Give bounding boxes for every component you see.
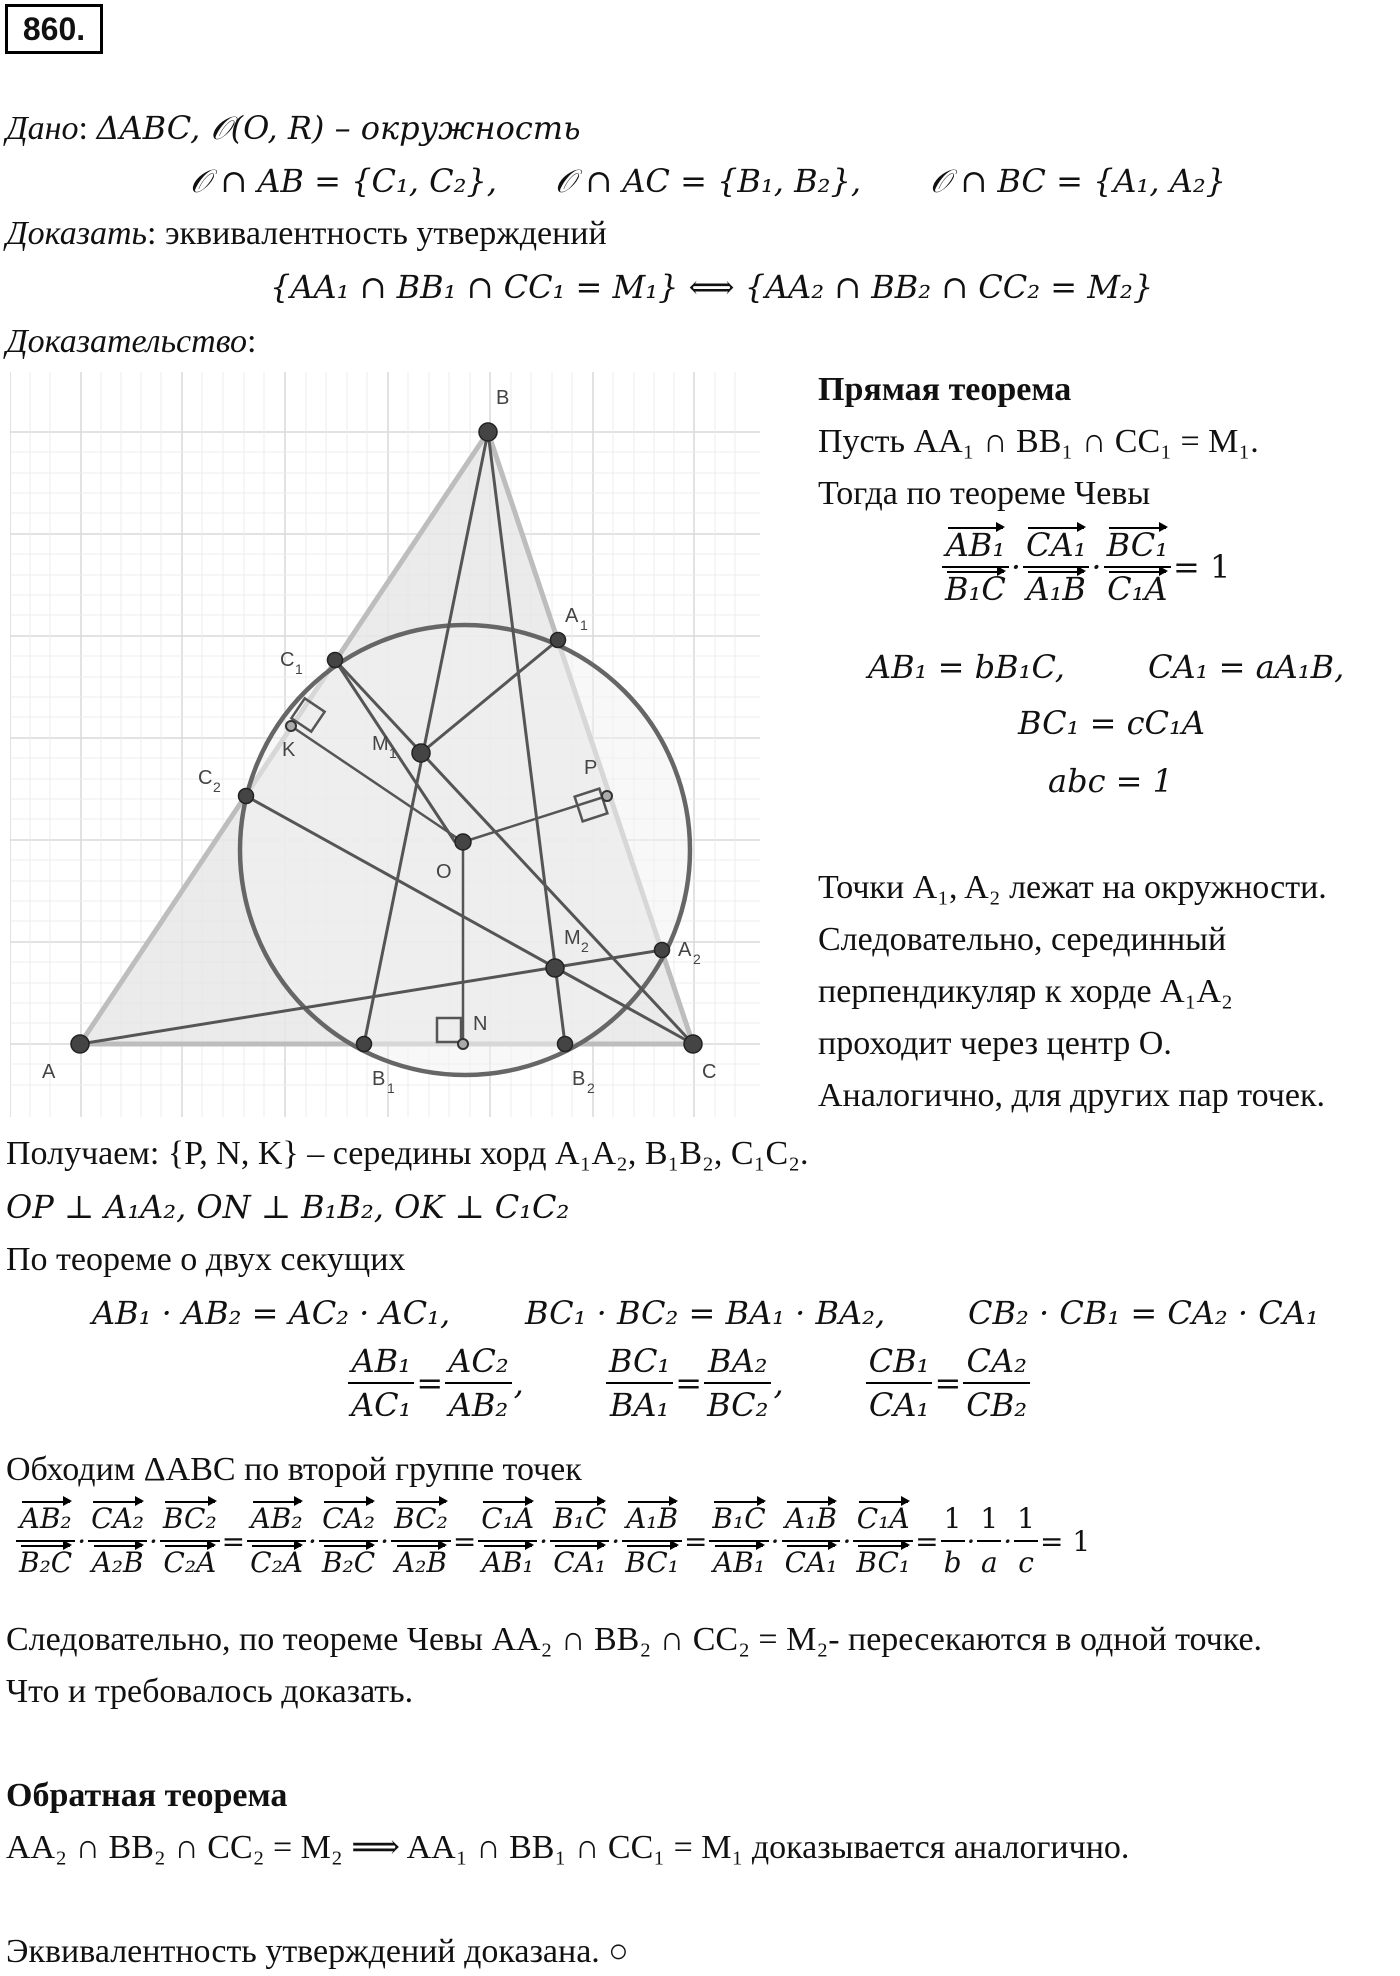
eq-b: AB₁ = bB₁C, bbox=[868, 648, 1065, 686]
svg-text:2: 2 bbox=[587, 1080, 595, 1096]
given-intersection-bc: 𝒪 ∩ BC = {A₁, A₂} bbox=[930, 162, 1227, 200]
label-k: K bbox=[282, 739, 296, 761]
label-m1: M bbox=[372, 733, 389, 755]
label-n: N bbox=[473, 1013, 488, 1035]
point-k bbox=[286, 721, 296, 731]
eq-abc: abc = 1 bbox=[1048, 762, 1173, 800]
point-a1 bbox=[551, 633, 566, 648]
proof-label: Доказательство bbox=[6, 323, 248, 360]
point-c1 bbox=[328, 653, 343, 668]
final-line: Эквивалентность утверждений доказана. ○ bbox=[6, 1933, 629, 1970]
label-b1: B bbox=[372, 1068, 386, 1090]
point-c bbox=[684, 1035, 702, 1053]
ceva-frac-2: $\frac{\text{CA₁}}{\text{A₁B}}$ bbox=[1023, 524, 1089, 610]
given-intersection-ab: 𝒪 ∩ AB = {C₁, C₂}, bbox=[190, 162, 497, 200]
geometry-figure bbox=[10, 372, 760, 1117]
svg-text:1: 1 bbox=[580, 617, 588, 633]
label-p: P bbox=[584, 757, 598, 779]
secant-a: AB₁ · AB₂ = AC₂ · AC₁, bbox=[92, 1294, 451, 1332]
ratio-2-right: $\frac{\text{BA₂}}{\text{BC₂}}$ bbox=[704, 1340, 771, 1426]
label-c1: C bbox=[280, 649, 295, 671]
svg-text:1: 1 bbox=[295, 661, 303, 677]
label-c2: C bbox=[198, 767, 213, 789]
prove-label: Доказать bbox=[6, 215, 147, 252]
para-3: перпендикуляр к хорде A₁A₂ bbox=[818, 973, 1233, 1010]
ratios-row: $\frac{\text{AB₁}}{\text{AC₁}}$ = $\frac{\text{AC₂}}{\text{AB₂}}$ , $\frac{\text{BC₁}}{\text{BA₁}}$ = $\frac{\text{BA₂}}{\text{BC₂}}$ , $\frac{\text{CB₁}}{\text{CA₁}}$ = $\frac{\text{CA₂}}{\text{CB₂}}$ bbox=[346, 1340, 1032, 1426]
point-b1 bbox=[357, 1037, 372, 1052]
ceva-product: $\frac{\text{AB₁}}{\text{B₁C}}$ · $\frac{\text{CA₁}}{\text{A₁B}}$ · $\frac{\text{BC₁}}{\text{C₁A}}$ = 1 bbox=[940, 524, 1230, 610]
ceva-frac-3: $\frac{\text{BC₁}}{\text{C₁A}}$ bbox=[1104, 524, 1171, 610]
given-label: Дано bbox=[6, 110, 79, 147]
ceva-frac-1: $\frac{\text{AB₁}}{\text{B₁C}}$ bbox=[942, 524, 1009, 610]
para-5: Аналогично, для других пар точек. bbox=[818, 1077, 1325, 1114]
para-2: Следовательно, серединный bbox=[818, 921, 1227, 958]
prove-line: Доказать: эквивалентность утверждений bbox=[6, 215, 607, 252]
prove-statement: {AA₁ ∩ BB₁ ∩ CC₁ = M₁} ⟺ {AA₂ ∩ BB₂ ∩ CC₂ = M₂} bbox=[270, 268, 1154, 306]
point-p bbox=[602, 791, 612, 801]
midpoints-line: Получаем: {P, N, K} – середины хорд A₁A₂, B₁B₂, C₁C₂. bbox=[6, 1135, 809, 1172]
point-m1 bbox=[412, 744, 430, 762]
point-b2 bbox=[558, 1037, 573, 1052]
label-c: C bbox=[702, 1061, 717, 1083]
ratio-1-left: $\frac{\text{AB₁}}{\text{AC₁}}$ bbox=[348, 1340, 414, 1426]
svg-text:1: 1 bbox=[389, 745, 397, 761]
point-a bbox=[71, 1035, 89, 1053]
point-n bbox=[458, 1039, 468, 1049]
vector-chain: $\frac{\text{AB₂}}{\text{B₂C}}$ · $\frac{\text{CA₂}}{\text{A₂B}}$ · $\frac{\text{BC₂}}{\text{C₂A}}$ = $\frac{\text{AB₂}}{\text{C₂A}}$ · $\frac{\text{CA₂}}{\text{B₂C}}$ · $\frac{\text{BC₂}}{\text{A₂B}}$ = $\frac{\text{C₁A}}{\text{AB₁}}$ · $\frac{\text{B₁C}}{\text{CA₁}}$ · $\frac{\text{A₁B}}{\text{BC₁}}$ = $\frac{\text{B₁C}}{\text{AB₁}}$ · $\frac{\text{A₁B}}{\text{CA₁}}$ · $\frac{\text{C₁A}}{\text{BC₁}}$ = $\frac{1}{b}$ · $\frac{1}{a}$ · $\frac{1}{c}$ = 1 bbox=[14, 1498, 1090, 1584]
eq-a: CA₁ = aA₁B, bbox=[1148, 648, 1345, 686]
label-a1: A bbox=[565, 605, 579, 627]
direct-line2: Тогда по теореме Чевы bbox=[818, 475, 1151, 512]
label-o: O bbox=[436, 861, 452, 883]
point-c2 bbox=[239, 789, 254, 804]
secant-b: BC₁ · BC₂ = BA₁ · BA₂, bbox=[525, 1294, 886, 1332]
problem-number: 860. bbox=[5, 4, 103, 54]
para-1: Точки A₁, A₂ лежат на окружности. bbox=[818, 869, 1327, 906]
converse-text: AA₂ ∩ BB₂ ∩ CC₂ = M₂ ⟹ AA₁ ∩ BB₁ ∩ CC₁ = M₁ доказывается аналогично. bbox=[6, 1829, 1130, 1866]
proof-line: Доказательство: bbox=[6, 323, 257, 360]
ratio-2-left: $\frac{\text{BC₁}}{\text{BA₁}}$ bbox=[606, 1340, 673, 1426]
eq-c: BC₁ = cC₁A bbox=[1018, 704, 1205, 742]
converse-title: Обратная теорема bbox=[6, 1777, 288, 1814]
point-o bbox=[455, 834, 471, 850]
label-m2: M bbox=[564, 927, 581, 949]
conclusion-2: Что и требовалось доказать. bbox=[6, 1673, 414, 1710]
traverse-line: Обходим ΔABC по второй группе точек bbox=[6, 1451, 582, 1488]
given-text: ΔABC, 𝒪(O, R) – окружность bbox=[96, 109, 581, 147]
given-intersection-ac: 𝒪 ∩ AC = {B₁, B₂}, bbox=[555, 162, 861, 200]
label-a2: A bbox=[678, 939, 692, 961]
label-b2: B bbox=[572, 1068, 586, 1090]
ratio-3-right: $\frac{\text{CA₂}}{\text{CB₂}}$ bbox=[963, 1340, 1030, 1426]
svg-text:2: 2 bbox=[213, 779, 221, 795]
conclusion-1: Следовательно, по теореме Чевы AA₂ ∩ BB₂ ∩ CC₂ = M₂- пересекаются в одной точке. bbox=[6, 1621, 1263, 1658]
ratio-3-left: $\frac{\text{CB₁}}{\text{CA₁}}$ bbox=[866, 1340, 933, 1426]
point-a2 bbox=[655, 943, 670, 958]
secant-c: CB₂ · CB₁ = CA₂ · CA₁ bbox=[968, 1294, 1319, 1332]
point-m2 bbox=[546, 959, 564, 977]
svg-text:1: 1 bbox=[387, 1080, 395, 1096]
label-a: A bbox=[42, 1061, 56, 1083]
ratio-1-right: $\frac{\text{AC₂}}{\text{AB₂}}$ bbox=[445, 1340, 511, 1426]
direct-title: Прямая теорема bbox=[818, 371, 1072, 408]
given-line: Дано: ΔABC, 𝒪(O, R) – окружность bbox=[6, 109, 581, 147]
direct-line1: Пусть AA₁ ∩ BB₁ ∩ CC₁ = M₁. bbox=[818, 423, 1259, 460]
prove-text: эквивалентность утверждений bbox=[164, 215, 607, 252]
point-b bbox=[479, 423, 497, 441]
svg-text:2: 2 bbox=[693, 951, 701, 967]
svg-text:2: 2 bbox=[581, 939, 589, 955]
label-b: B bbox=[496, 387, 510, 409]
para-4: проходит через центр O. bbox=[818, 1025, 1172, 1062]
perpendiculars-line: OP ⊥ A₁A₂, ON ⊥ B₁B₂, OK ⊥ C₁C₂ bbox=[6, 1188, 570, 1226]
secants-title: По теореме о двух секущих bbox=[6, 1241, 406, 1278]
